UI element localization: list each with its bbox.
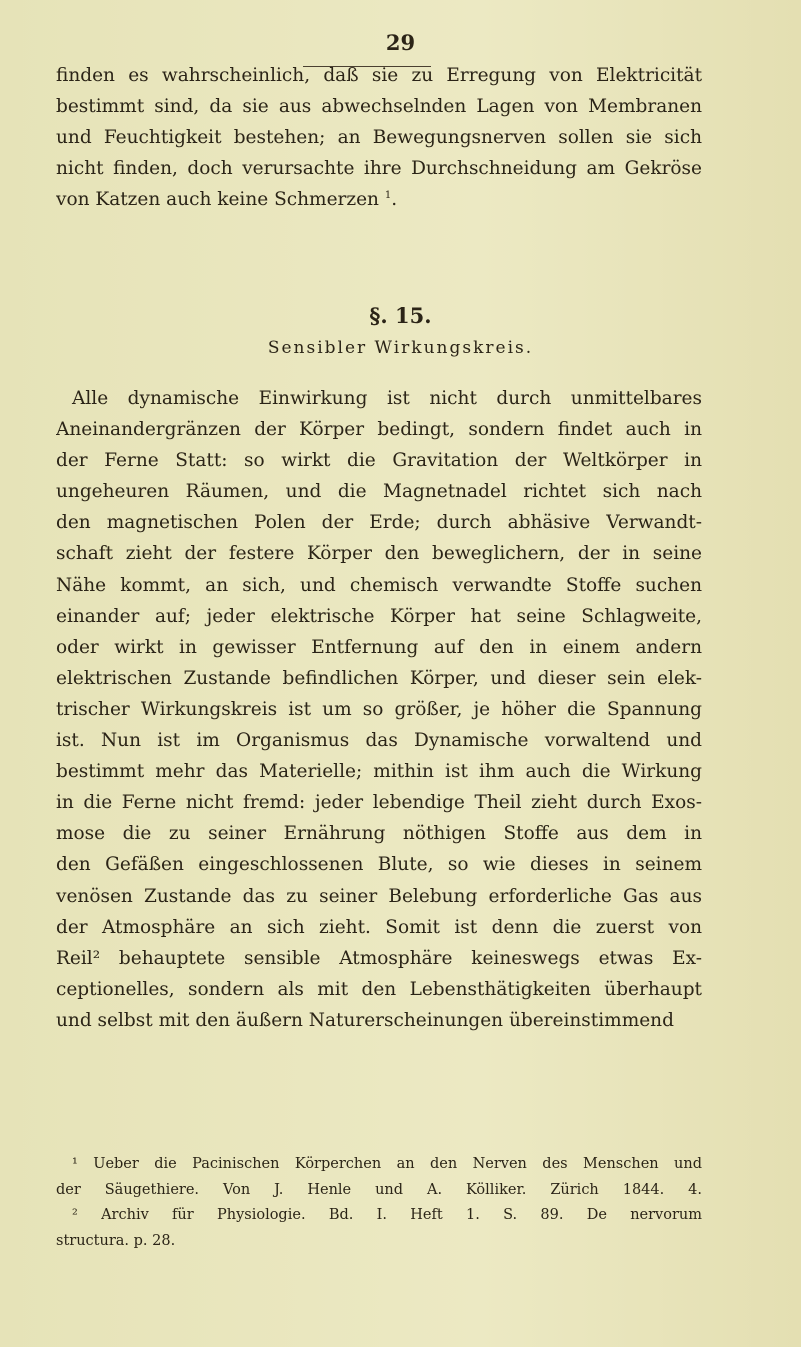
section-number: §. 15. xyxy=(369,303,432,328)
text-line: Aneinandergränzen der Körper bedingt, sondern findet auch in xyxy=(56,419,702,441)
paragraph xyxy=(56,383,702,1036)
footnotes xyxy=(56,1152,702,1254)
footnote-ref: 1 xyxy=(384,190,392,202)
text-line: von Katzen auch keine Schmerzen $^1$. xyxy=(56,189,398,211)
text-line: elektrischen Zustande befindlichen Körper, und dieser sein elek- xyxy=(56,667,702,689)
footnote-line: ² Archiv für Physiologie. Bd. I. Heft 1. S. 89. De nervorum xyxy=(72,1207,702,1223)
text-line: den Gefäßen eingeschlossenen Blute, so wie dieses in seinem xyxy=(56,854,702,876)
text-line: nicht finden, doch verursachte ihre Durchschneidung am Gekröse xyxy=(56,158,702,180)
page-number: 29 xyxy=(385,30,416,55)
text-line: den magnetischen Polen der Erde; durch abhäsive Verwandt- xyxy=(56,512,702,534)
text-line: finden es wahrscheinlich, daß sie zu Erregung von Elektricität xyxy=(56,65,702,86)
footnote-line: ¹ Ueber die Pacinischen Körperchen an den Nerven des Menschen und xyxy=(72,1156,702,1172)
text-line: und selbst mit den äußern Naturerscheinungen übereinstimmend xyxy=(56,1009,674,1031)
text-line: bestimmt sind, da sie aus abwechselnden Lagen von Membranen xyxy=(56,96,702,118)
text-line: und Feuchtigkeit bestehen; an Bewegungsnerven sollen sie sich xyxy=(56,127,702,149)
text-line: venösen Zustande das zu seiner Belebung erforderliche Gas aus xyxy=(56,885,702,907)
paragraph-continued xyxy=(56,60,702,215)
text-line: in die Ferne nicht fremd: jeder lebendige Theil zieht durch Exos- xyxy=(56,792,702,814)
text-line: ceptionelles, sondern als mit den Lebensthätigkeiten überhaupt xyxy=(56,978,702,1000)
text-line: Reil² behauptete sensible Atmosphäre keineswegs etwas Ex- xyxy=(56,947,702,969)
text-line: mose die zu seiner Ernährung nöthigen Stoffe aus dem in xyxy=(56,823,702,845)
text-line: bestimmt mehr das Materielle; mithin ist ihm auch die Wirkung xyxy=(56,761,702,783)
text-line: einander auf; jeder elektrische Körper hat seine Schlagweite, xyxy=(56,605,702,627)
text-line: ungeheuren Räumen, und die Magnetnadel richtet sich nach xyxy=(56,481,702,503)
text-line-content: von Katzen auch keine Schmerzen xyxy=(56,189,379,211)
section-title: Sensibler Wirkungskreis. xyxy=(267,338,534,358)
footnote-line: der Säugethiere. Von J. Henle und A. Kölliker. Zürich 1844. 4. xyxy=(56,1181,702,1198)
footnote-line: structura. p. 28. xyxy=(56,1232,176,1249)
text-line: ist. Nun ist im Organismus das Dynamische vorwaltend und xyxy=(56,730,702,752)
text-line: Alle dynamische Einwirkung ist nicht durch unmittelbares xyxy=(72,388,702,409)
text-line: trischer Wirkungskreis ist um so größer, je höher die Spannung xyxy=(56,698,702,720)
text-line: Nähe kommt, an sich, und chemisch verwandte Stoffe suchen xyxy=(56,574,702,596)
text-line: der Ferne Statt: so wirkt die Gravitation der Weltkörper in xyxy=(56,450,702,472)
text-line: der Atmosphäre an sich zieht. Somit ist denn die zuerst von xyxy=(56,916,702,938)
text-line: schaft zieht der festere Körper den beweglichern, der in seine xyxy=(56,543,702,565)
text-line: oder wirkt in gewisser Entfernung auf den in einem andern xyxy=(56,636,702,658)
